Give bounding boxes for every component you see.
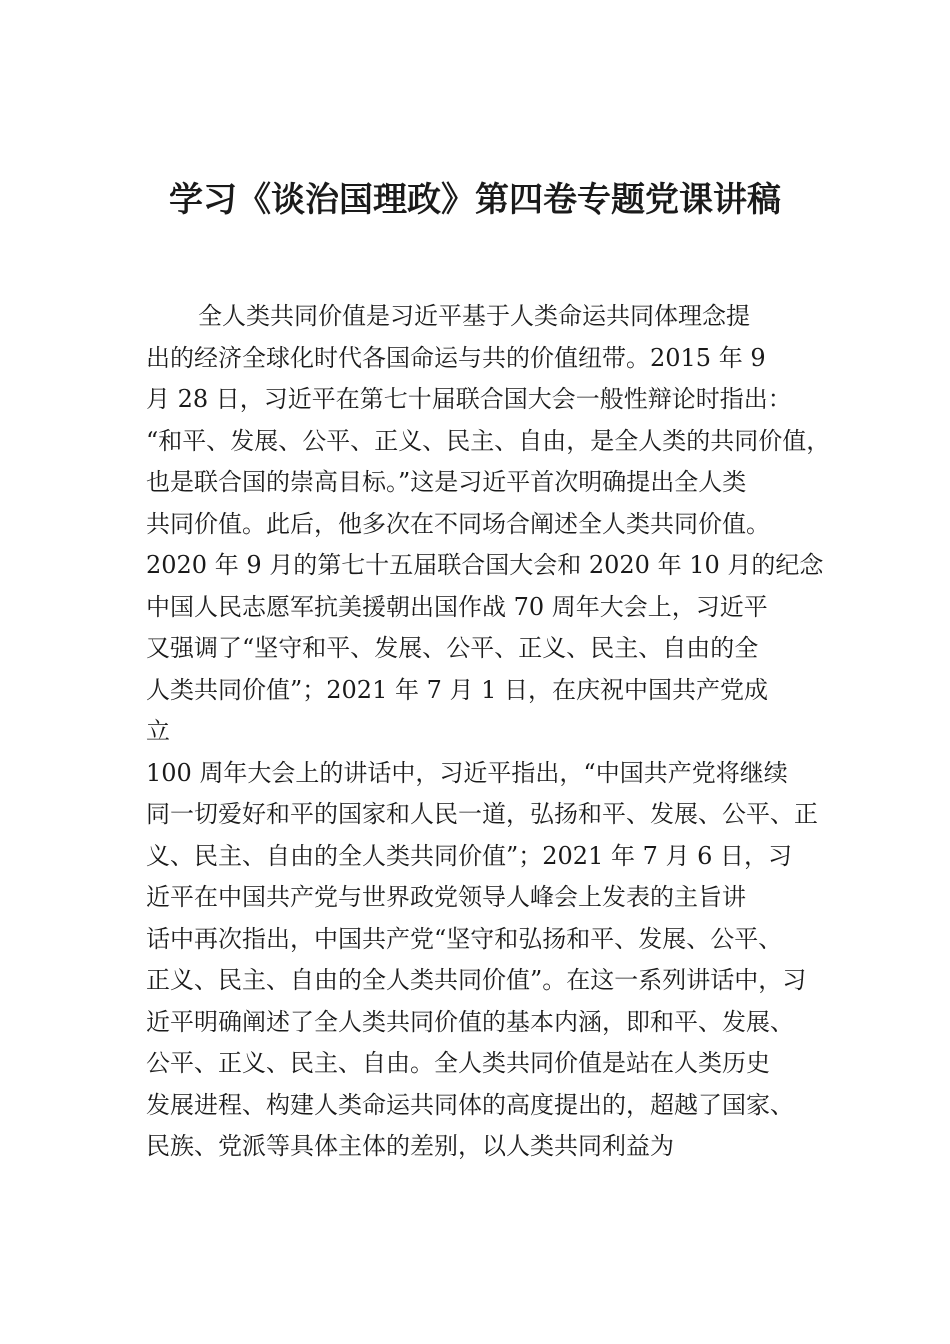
text-line: 同一切爱好和平的国家和人民一道，弘扬和平、发展、公平、正 <box>146 800 818 828</box>
text-line: 民族、党派等具体主体的差别，以人类共同利益为 <box>146 1132 674 1160</box>
text-line: 立 <box>146 717 170 745</box>
text-line: 话中再次指出，中国共产党“坚守和弘扬和平、发展、公平、 <box>146 924 783 953</box>
text-line: 100 周年大会上的讲话中，习近平指出，“中国共产党将继续 <box>146 758 788 787</box>
text-line: 出的经济全球化时代各国命运与共的价值纽带。2015 年 9 <box>146 343 766 372</box>
document-title: 学习《谈治国理政》第四卷专题党课讲稿 <box>169 180 781 220</box>
text-line: 公平、正义、民主、自由。全人类共同价值是站在人类历史 <box>146 1049 770 1077</box>
text-line: 也是联合国的崇高目标。”这是习近平首次明确提出全人类 <box>146 468 747 496</box>
text-line: 中国人民志愿军抗美援朝出国作战 70 周年大会上，习近平 <box>146 592 768 621</box>
text-line: 义、民主、自由的全人类共同价值”；2021 年 7 月 6 日，习 <box>146 841 793 870</box>
text-line: 近平明确阐述了全人类共同价值的基本内涵，即和平、发展、 <box>146 1007 794 1036</box>
text-line: 2020 年 9 月的第七十五届联合国大会和 2020 年 10 月的纪念 <box>146 551 824 579</box>
text-line: 正义、民主、自由的全人类共同价值”。在这一系列讲话中，习 <box>146 966 807 994</box>
text-line: 全人类共同价值是习近平基于人类命运共同体理念提 <box>198 302 750 330</box>
text-line: 月 28 日，习近平在第七十届联合国大会一般性辩论时指出： <box>146 385 792 413</box>
text-line: 又强调了“坚守和平、发展、公平、正义、民主、自由的全 <box>146 634 759 662</box>
text-line: 近平在中国共产党与世界政党领导人峰会上发表的主旨讲 <box>146 883 746 911</box>
text-line: 人类共同价值”；2021 年 7 月 1 日，在庆祝中国共产党成 <box>146 675 769 704</box>
body-paragraph <box>146 296 846 1168</box>
text-line: 发展进程、构建人类命运共同体的高度提出的，超越了国家、 <box>146 1090 794 1119</box>
text-line: 共同价值。此后，他多次在不同场合阐述全人类共同价值。 <box>146 509 770 538</box>
text-line: “和平、发展、公平、正义、民主、自由，是全人类的共同价值， <box>146 426 831 455</box>
